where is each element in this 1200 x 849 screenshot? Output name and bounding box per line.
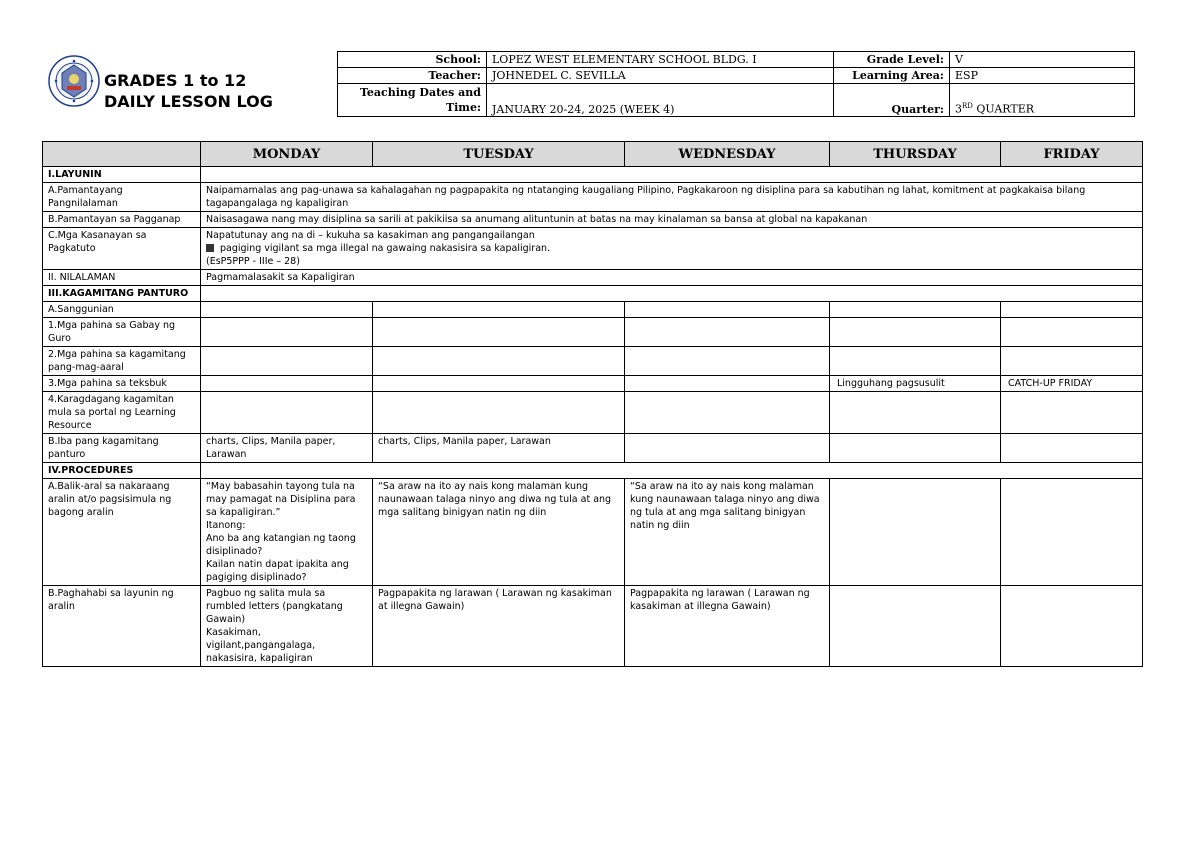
learning-area-value: ESP	[950, 68, 1135, 84]
row-text	[201, 228, 1143, 270]
wednesday-cell: Pagpapakita ng larawan ( Larawan ng kasakiman at illegna Gawain)	[625, 586, 830, 667]
quarter-label: Quarter:	[834, 84, 950, 117]
monday-cell: Pagbuo ng salita mula sa rumbled letters (pangkatang Gawain) Kasakiman, vigilant,pangangalaga, nakasisira, kapaligiran	[201, 586, 373, 667]
table-row	[43, 167, 1143, 183]
lesson-log-table	[42, 141, 1143, 667]
monday-cell: charts, Clips, Manila paper, Larawan	[201, 434, 373, 463]
school-label: School:	[338, 52, 487, 68]
table-row	[43, 586, 1143, 667]
row-label: B.Paghahabi sa layunin ng aralin	[43, 586, 201, 667]
row-label: B.Pamantayan sa Pagganap	[43, 212, 201, 228]
section-layunin: I.LAYUNIN	[43, 167, 201, 183]
tuesday-cell: charts, Clips, Manila paper, Larawan	[373, 434, 625, 463]
day-tuesday: TUESDAY	[373, 142, 625, 167]
monday-cell: “May babasahin tayong tula na may pamagat na Disiplina para sa kapaligiran.” Itanong: Ano ba ang katangian ng taong disiplinado? Kailan natin dapat ipakita ang pagiging disiplinado?	[201, 479, 373, 586]
teaching-dates-label-line2: Time:	[445, 101, 481, 114]
day-friday: FRIDAY	[1001, 142, 1143, 167]
day-monday: MONDAY	[201, 142, 373, 167]
title-line-2: DAILY LESSON LOG	[104, 92, 273, 111]
table-row	[43, 392, 1143, 434]
bullet-square-icon	[206, 244, 214, 252]
table-row	[43, 286, 1143, 302]
quarter-value: 3RD QUARTER	[950, 84, 1135, 117]
table-row	[43, 376, 1143, 392]
wednesday-cell: “Sa araw na ito ay nais kong malaman kung naunawaan talaga ninyo ang diwa ng tula at ang mga salitang binigyan natin ng diin	[625, 479, 830, 586]
deped-seal-icon	[48, 55, 100, 107]
row-label: B.Iba pang kagamitang panturo	[43, 434, 201, 463]
friday-cell: CATCH-UP FRIDAY	[1001, 376, 1143, 392]
tuesday-cell: Pagpapakita ng larawan ( Larawan ng kasakiman at illegna Gawain)	[373, 586, 625, 667]
row-label: 2.Mga pahina sa kagamitang pang-mag-aaral	[43, 347, 201, 376]
teaching-dates-value: JANUARY 20-24, 2025 (WEEK 4)	[487, 84, 834, 117]
document-title	[104, 70, 273, 112]
header-info-table	[337, 51, 1135, 117]
school-value: LOPEZ WEST ELEMENTARY SCHOOL BLDG. I	[487, 52, 834, 68]
lesson-log-header	[42, 50, 1142, 120]
row-label: A.Balik-aral sa nakaraang aralin at/o pagsisimula ng bagong aralin	[43, 479, 201, 586]
kasanayan-line: Napatutunay ang na di – kukuha sa kasakiman ang pangangailangan	[206, 230, 535, 241]
thursday-cell: Lingguhang pagsusulit	[830, 376, 1001, 392]
table-row	[43, 228, 1143, 270]
day-thursday: THURSDAY	[830, 142, 1001, 167]
table-row	[43, 479, 1143, 586]
section-kagamitang: III.KAGAMITANG PANTURO	[43, 286, 201, 302]
section-procedures: IV.PROCEDURES	[43, 463, 201, 479]
learning-area-label: Learning Area:	[834, 68, 950, 84]
row-label: A.Sanggunian	[43, 302, 201, 318]
title-line-1: GRADES 1 to 12	[104, 71, 247, 90]
teacher-value: JOHNEDEL C. SEVILLA	[487, 68, 834, 84]
row-label: A.Pamantayang Pangnilalaman	[43, 183, 201, 212]
tuesday-cell: “Sa araw na ito ay nais kong malaman kung naunawaan talaga ninyo ang diwa ng tula at ang mga salitang binigyan natin ng diin	[373, 479, 625, 586]
day-wednesday: WEDNESDAY	[625, 142, 830, 167]
grade-level-label: Grade Level:	[834, 52, 950, 68]
row-label: 3.Mga pahina sa teksbuk	[43, 376, 201, 392]
teaching-dates-label	[338, 84, 487, 117]
teacher-label: Teacher:	[338, 68, 487, 84]
kasanayan-bullet-line: pagiging vigilant sa mga illegal na gawaing nakasisira sa kapaligiran.	[206, 242, 1137, 255]
row-text: Naisasagawa nang may disiplina sa sarili at pakikiisa sa anumang alituntunin at batas na may kinalaman sa bansa at global na kapakanan	[201, 212, 1143, 228]
table-row	[43, 463, 1143, 479]
row-label: C.Mga Kasanayan sa Pagkatuto	[43, 228, 201, 270]
day-header-row	[43, 142, 1143, 167]
kasanayan-code: (EsP5PPP - IIIe – 28)	[206, 256, 300, 267]
row-label: 1.Mga pahina sa Gabay ng Guro	[43, 318, 201, 347]
table-row	[43, 302, 1143, 318]
row-text: Naipamamalas ang pag-unawa sa kahalagahan ng pagpapakita ng ntatanging kaugaliang Pilipino, Pagkakaroon ng disiplina para sa kabutihan ng lahat, komitment at pagkakaisa bilang tagapangalaga ng kapaligiran	[201, 183, 1143, 212]
table-row	[43, 347, 1143, 376]
corner-cell	[43, 142, 201, 167]
table-row	[43, 434, 1143, 463]
row-label: 4.Karagdagang kagamitan mula sa portal ng Learning Resource	[43, 392, 201, 434]
table-row	[43, 318, 1143, 347]
table-row	[43, 212, 1143, 228]
grade-level-value: V	[950, 52, 1135, 68]
row-text: Pagmamalasakit sa Kapaligiran	[201, 270, 1143, 286]
row-label: II. NILALAMAN	[43, 270, 201, 286]
table-row	[43, 183, 1143, 212]
teaching-dates-label-line1: Teaching Dates and	[359, 86, 481, 99]
table-row	[43, 270, 1143, 286]
